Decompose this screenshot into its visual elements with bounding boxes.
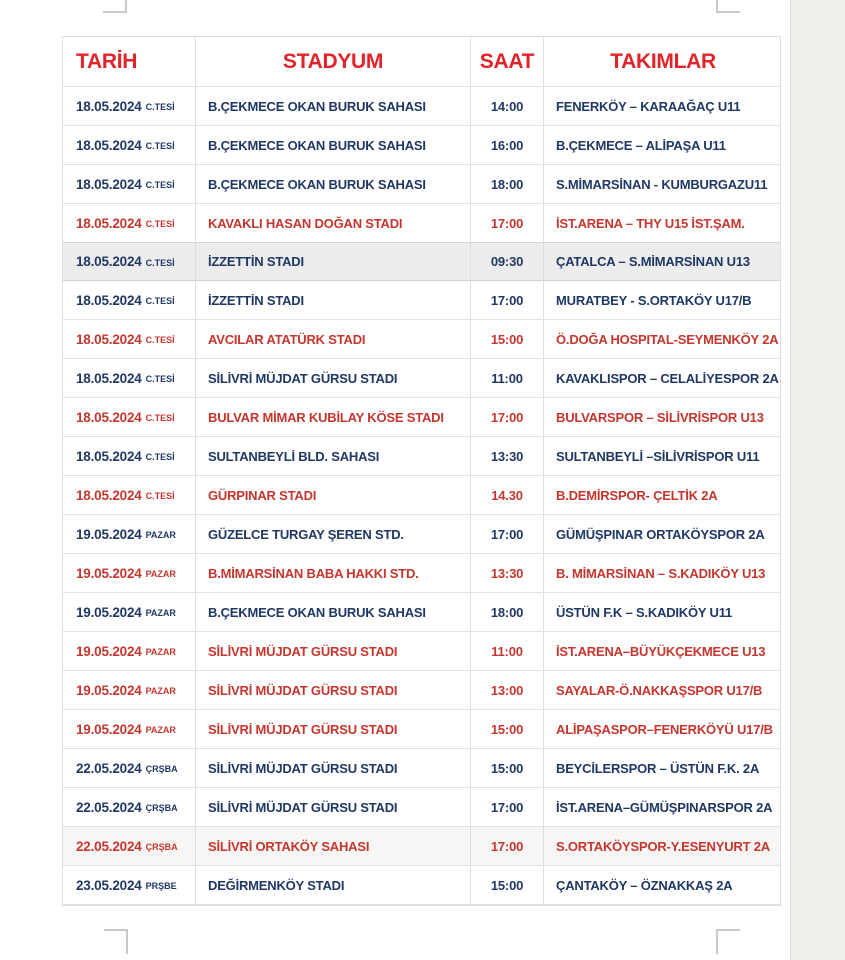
stadium-name: İZZETTİN STADI [208, 292, 304, 308]
time-cell [471, 281, 544, 319]
date-value: 19.05.2024 [76, 682, 142, 698]
date-value: 19.05.2024 [76, 565, 142, 581]
time-cell [471, 398, 544, 436]
time-cell [471, 320, 544, 358]
time-cell [471, 827, 544, 865]
day-label: C.TESİ [145, 335, 175, 345]
date-value: 22.05.2024 [76, 760, 142, 776]
match-time: 15:00 [490, 760, 524, 776]
stadium-cell [196, 827, 471, 865]
date-cell [63, 87, 196, 125]
match-time: 11:00 [491, 643, 523, 659]
teams-cell [544, 320, 782, 358]
match-time: 14:00 [490, 98, 524, 114]
date-value: 18.05.2024 [76, 254, 142, 269]
day-label: ÇRŞBA [145, 842, 178, 852]
day-label: C.TESİ [145, 413, 175, 423]
stadium-cell [196, 165, 471, 203]
table-row [63, 320, 780, 359]
table-row [63, 204, 780, 243]
table-row [63, 515, 780, 554]
date-cell [63, 437, 196, 475]
date-value: 22.05.2024 [76, 838, 142, 854]
crop-mark-bottom-left [104, 929, 128, 954]
page-edge-background [790, 0, 845, 960]
match-time: 15:00 [490, 877, 524, 893]
match-time: 17:00 [490, 838, 524, 854]
teams-cell [544, 788, 782, 826]
table-row [63, 593, 780, 632]
teams-cell [544, 515, 782, 553]
stadium-name: B.ÇEKMECE OKAN BURUK SAHASI [208, 137, 426, 153]
match-teams: BULVARSPOR – SİLİVRİSPOR U13 [556, 409, 764, 425]
teams-cell [544, 866, 782, 904]
date-value: 18.05.2024 [76, 409, 142, 425]
crop-mark-top-left [103, 0, 127, 13]
day-label: PAZAR [145, 647, 176, 657]
match-teams: BEYCİLERSPOR – ÜSTÜN F.K. 2A [556, 760, 760, 776]
match-teams: SAYALAR-Ö.NAKKAŞSPOR U17/B [556, 682, 763, 698]
stadium-name: SİLİVRİ MÜJDAT GÜRSU STADI [208, 721, 398, 737]
stadium-cell [196, 320, 471, 358]
date-value: 18.05.2024 [76, 137, 142, 153]
match-schedule-table [62, 36, 781, 906]
day-label: PAZAR [145, 725, 176, 735]
teams-cell [544, 359, 782, 397]
crop-mark-bottom-right [716, 929, 740, 954]
stadium-cell [196, 281, 471, 319]
stadium-cell [196, 710, 471, 748]
date-cell [63, 710, 196, 748]
teams-cell [544, 281, 782, 319]
teams-cell [544, 593, 782, 631]
match-time: 17:00 [490, 292, 524, 308]
day-label: PAZAR [145, 608, 176, 618]
match-teams: İST.ARENA–BÜYÜKÇEKMECE U13 [556, 643, 766, 659]
column-header-takimlar: TAKIMLAR [610, 49, 716, 73]
stadium-cell [196, 749, 471, 787]
day-label: C.TESİ [145, 219, 175, 229]
stadium-name: DEĞİRMENKÖY STADI [208, 877, 345, 893]
date-cell [63, 554, 196, 592]
date-value: 19.05.2024 [76, 604, 142, 620]
stadium-cell [196, 593, 471, 631]
table-row [63, 476, 780, 515]
stadium-name: SİLİVRİ MÜJDAT GÜRSU STADI [208, 799, 398, 815]
match-teams: GÜMÜŞPINAR ORTAKÖYSPOR 2A [556, 526, 765, 542]
table-row [63, 359, 780, 398]
match-teams: B. MİMARSİNAN – S.KADIKÖY U13 [556, 565, 766, 581]
table-row [63, 437, 780, 476]
stadium-cell [196, 204, 471, 242]
time-cell [471, 632, 544, 670]
teams-cell [544, 671, 782, 709]
match-time: 18:00 [490, 176, 524, 192]
table-row [63, 398, 780, 437]
table-row [63, 671, 780, 710]
match-time: 18:00 [490, 604, 524, 620]
day-label: C.TESİ [145, 491, 175, 501]
day-label: C.TESİ [145, 180, 175, 190]
time-cell [471, 126, 544, 164]
match-time: 16:00 [490, 137, 524, 153]
date-value: 18.05.2024 [76, 487, 142, 503]
match-teams: Ö.DOĞA HOSPITAL-SEYMENKÖY 2A [556, 331, 779, 347]
table-row [63, 827, 780, 866]
stadium-cell [196, 788, 471, 826]
teams-cell [544, 554, 782, 592]
day-label: C.TESİ [145, 257, 175, 268]
date-cell [63, 476, 196, 514]
match-time: 09:30 [490, 254, 524, 269]
stadium-name: SİLİVRİ MÜJDAT GÜRSU STADI [208, 682, 398, 698]
table-row [63, 165, 780, 204]
date-cell [63, 165, 196, 203]
table-row [63, 242, 780, 281]
time-cell [471, 788, 544, 826]
match-teams: S.MİMARSİNAN - KUMBURGAZU11 [556, 176, 768, 192]
match-teams: ÇATALCA – S.MİMARSİNAN U13 [556, 254, 750, 269]
table-row [63, 126, 780, 165]
date-cell [63, 671, 196, 709]
stadium-cell [196, 243, 471, 280]
stadium-name: KAVAKLI HASAN DOĞAN STADI [208, 215, 403, 231]
day-label: C.TESİ [145, 452, 175, 462]
match-teams: ALİPAŞASPOR–FENERKÖYÜ U17/B [556, 721, 773, 737]
match-time: 17:00 [490, 799, 524, 815]
match-teams: B.DEMİRSPOR- ÇELTİK 2A [556, 487, 718, 503]
stadium-cell [196, 126, 471, 164]
match-time: 13:30 [490, 448, 524, 464]
day-label: ÇRŞBA [145, 803, 178, 813]
date-cell [63, 827, 196, 865]
day-label: C.TESİ [145, 374, 175, 384]
stadium-name: B.MİMARSİNAN BABA HAKKI STD. [208, 565, 419, 581]
stadium-cell [196, 671, 471, 709]
day-label: PAZAR [145, 569, 176, 579]
time-cell [471, 710, 544, 748]
time-cell [471, 593, 544, 631]
day-label: C.TESİ [145, 141, 175, 151]
teams-cell [544, 165, 782, 203]
match-teams: KAVAKLISPOR – CELALİYESPOR 2A [556, 370, 779, 386]
match-teams: SULTANBEYLİ –SİLİVRİSPOR U11 [556, 448, 760, 464]
table-header-row [63, 37, 780, 87]
time-cell [471, 515, 544, 553]
table-row [63, 866, 780, 905]
match-time: 14.30 [491, 487, 523, 503]
time-cell [471, 359, 544, 397]
date-cell [63, 515, 196, 553]
stadium-cell [196, 515, 471, 553]
date-cell [63, 126, 196, 164]
table-row [63, 281, 780, 320]
date-cell [63, 788, 196, 826]
table-row [63, 710, 780, 749]
match-teams: MURATBEY - S.ORTAKÖY U17/B [556, 292, 752, 308]
time-cell [471, 204, 544, 242]
day-label: PAZAR [145, 530, 176, 540]
date-value: 18.05.2024 [76, 98, 142, 114]
table-row [63, 632, 780, 671]
teams-cell [544, 476, 782, 514]
column-header-stadyum: STADYUM [196, 37, 471, 86]
date-cell [63, 320, 196, 358]
time-cell [471, 866, 544, 904]
time-cell [471, 749, 544, 787]
match-time: 11:00 [491, 370, 523, 386]
table-body [63, 87, 780, 905]
date-value: 18.05.2024 [76, 176, 142, 192]
teams-cell [544, 632, 782, 670]
time-cell [471, 476, 544, 514]
stadium-name: SİLİVRİ MÜJDAT GÜRSU STADI [208, 370, 398, 386]
match-teams: İST.ARENA–GÜMÜŞPINARSPOR 2A [556, 799, 773, 815]
match-time: 15:00 [490, 721, 524, 737]
day-label: ÇRŞBA [145, 764, 178, 774]
time-cell [471, 243, 544, 280]
date-value: 19.05.2024 [76, 643, 142, 659]
teams-cell [544, 437, 782, 475]
teams-cell [544, 710, 782, 748]
date-value: 18.05.2024 [76, 292, 142, 308]
date-value: 18.05.2024 [76, 448, 142, 464]
stadium-name: BULVAR MİMAR KUBİLAY KÖSE STADI [208, 409, 444, 425]
date-value: 18.05.2024 [76, 331, 142, 347]
stadium-cell [196, 866, 471, 904]
stadium-cell [196, 87, 471, 125]
match-teams: ÜSTÜN F.K – S.KADIKÖY U11 [556, 604, 733, 620]
match-time: 17:00 [490, 215, 524, 231]
teams-cell [544, 87, 782, 125]
stadium-name: SİLİVRİ ORTAKÖY SAHASI [208, 838, 370, 854]
teams-cell [544, 398, 782, 436]
date-cell [63, 632, 196, 670]
table-row [63, 749, 780, 788]
stadium-name: AVCILAR ATATÜRK STADI [208, 331, 366, 347]
stadium-cell [196, 398, 471, 436]
date-value: 23.05.2024 [76, 877, 142, 893]
day-label: C.TESİ [145, 296, 175, 306]
time-cell [471, 165, 544, 203]
table-row [63, 788, 780, 827]
crop-mark-top-right [716, 0, 740, 13]
date-cell [63, 243, 196, 280]
teams-cell [544, 204, 782, 242]
day-label: PRŞBE [145, 881, 177, 891]
time-cell [471, 554, 544, 592]
match-teams: İST.ARENA – THY U15 İST.ŞAM. [556, 215, 745, 231]
date-value: 22.05.2024 [76, 799, 142, 815]
match-time: 17:00 [490, 409, 524, 425]
teams-cell [544, 243, 782, 280]
date-cell [63, 593, 196, 631]
day-label: C.TESİ [145, 102, 175, 112]
stadium-name: B.ÇEKMECE OKAN BURUK SAHASI [208, 604, 426, 620]
match-teams: FENERKÖY – KARAAĞAÇ U11 [556, 98, 741, 114]
day-label: PAZAR [145, 686, 176, 696]
date-cell [63, 749, 196, 787]
column-header-saat: SAAT [471, 37, 544, 86]
stadium-cell [196, 632, 471, 670]
stadium-name: SİLİVRİ MÜJDAT GÜRSU STADI [208, 760, 398, 776]
stadium-cell [196, 437, 471, 475]
teams-cell [544, 749, 782, 787]
stadium-name: GÜZELCE TURGAY ŞEREN STD. [208, 526, 404, 542]
table-row [63, 87, 780, 126]
stadium-name: GÜRPINAR STADI [208, 487, 317, 503]
match-time: 13:00 [490, 682, 524, 698]
time-cell [471, 671, 544, 709]
teams-cell [544, 827, 782, 865]
date-cell [63, 398, 196, 436]
match-time: 13:30 [490, 565, 524, 581]
stadium-cell [196, 359, 471, 397]
stadium-cell [196, 476, 471, 514]
date-value: 19.05.2024 [76, 526, 142, 542]
teams-cell [544, 126, 782, 164]
stadium-name: B.ÇEKMECE OKAN BURUK SAHASI [208, 98, 426, 114]
stadium-cell [196, 554, 471, 592]
stadium-name: SİLİVRİ MÜJDAT GÜRSU STADI [208, 643, 398, 659]
stadium-name: SULTANBEYLİ BLD. SAHASI [208, 448, 380, 464]
date-cell [63, 204, 196, 242]
date-cell [63, 866, 196, 904]
match-time: 17:00 [490, 526, 524, 542]
time-cell [471, 87, 544, 125]
match-teams: ÇANTAKÖY – ÖZNAKKAŞ 2A [556, 877, 733, 893]
column-header-tarih: TARİH [63, 37, 196, 86]
date-cell [63, 281, 196, 319]
date-value: 18.05.2024 [76, 215, 142, 231]
date-value: 18.05.2024 [76, 370, 142, 386]
stadium-name: B.ÇEKMECE OKAN BURUK SAHASI [208, 176, 426, 192]
match-teams: S.ORTAKÖYSPOR-Y.ESENYURT 2A [556, 838, 770, 854]
date-cell [63, 359, 196, 397]
date-value: 19.05.2024 [76, 721, 142, 737]
match-teams: B.ÇEKMECE – ALİPAŞA U11 [556, 137, 726, 153]
table-row [63, 554, 780, 593]
stadium-name: İZZETTİN STADI [208, 254, 304, 269]
time-cell [471, 437, 544, 475]
match-time: 15:00 [490, 331, 524, 347]
